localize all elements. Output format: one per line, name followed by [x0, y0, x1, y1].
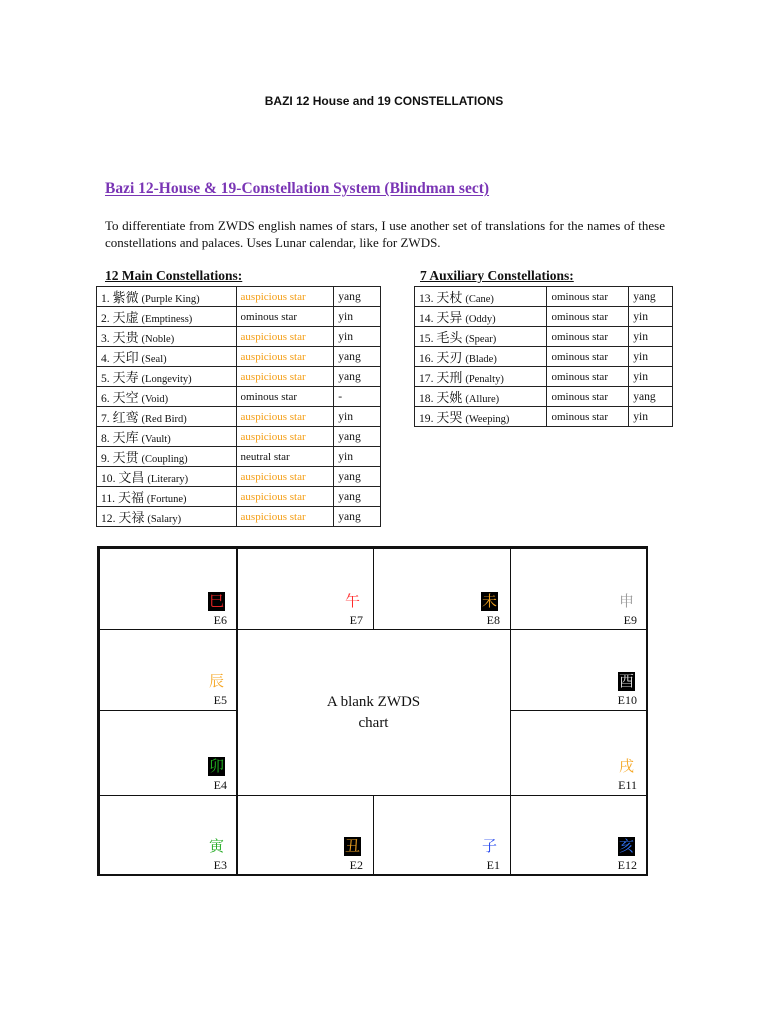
- constellation-name-cell: [97, 427, 237, 447]
- constellation-polarity: yin: [629, 407, 673, 427]
- constellation-number: 18.: [419, 392, 434, 405]
- constellation-row: [97, 307, 381, 327]
- constellation-name-cell: [97, 347, 237, 367]
- constellation-name-cell: [97, 487, 237, 507]
- constellation-polarity: yin: [334, 307, 381, 327]
- palace-code: E9: [623, 613, 637, 627]
- constellation-number: 19.: [419, 412, 434, 425]
- constellation-name-cell: [415, 367, 547, 387]
- constellation-number: 9.: [101, 452, 110, 465]
- center-label-line-1: A blank ZWDS: [326, 694, 421, 710]
- constellation-english-name: (Emptiness): [141, 314, 193, 325]
- constellation-polarity: yin: [334, 327, 381, 347]
- palace-code: E7: [349, 613, 363, 627]
- constellation-nature: auspicious star: [236, 467, 334, 487]
- constellation-number: 11.: [101, 492, 116, 505]
- constellation-nature: ominous star: [547, 287, 629, 307]
- constellation-name-cell: [97, 367, 237, 387]
- palace-code: E10: [617, 693, 637, 707]
- constellation-number: 13.: [419, 292, 434, 305]
- constellation-name-cell: [415, 307, 547, 327]
- constellation-chinese-name: 文昌: [118, 471, 145, 486]
- palace-branch-char: 酉: [618, 672, 634, 690]
- constellation-name-cell: [97, 467, 237, 487]
- constellation-row: [415, 387, 673, 407]
- palace-branch-char: 巳: [208, 592, 224, 610]
- constellation-english-name: (Penalty): [465, 374, 504, 385]
- constellation-chinese-name: 天贯: [112, 451, 139, 466]
- constellation-nature: ominous star: [547, 307, 629, 327]
- constellation-chinese-name: 天姚: [436, 391, 463, 406]
- constellation-row: [97, 447, 381, 467]
- constellation-chinese-name: 天禄: [118, 511, 145, 526]
- intro-paragraph: To differentiate from ZWDS english names of stars, I use another set of translations for the names of these constellations and palaces. Uses Lunar calendar, like for ZWDS.: [105, 218, 665, 250]
- main-constellations-caption: 12 Main Constellations:: [105, 268, 243, 283]
- constellation-nature: ominous star: [547, 387, 629, 407]
- constellation-polarity: yang: [334, 467, 381, 487]
- center-label-line-2: chart: [358, 715, 389, 731]
- constellation-name-cell: [415, 327, 547, 347]
- main-constellations-table: [96, 286, 381, 527]
- constellation-polarity: yin: [629, 327, 673, 347]
- constellation-nature: ominous star: [547, 327, 629, 347]
- constellation-number: 1.: [101, 292, 110, 305]
- constellation-number: 7.: [101, 412, 110, 425]
- constellation-polarity: yin: [629, 367, 673, 387]
- constellation-english-name: (Coupling): [141, 454, 188, 465]
- constellation-row: [415, 287, 673, 307]
- palace-branch-char: 辰: [208, 672, 224, 690]
- constellation-name-cell: [415, 287, 547, 307]
- constellation-name-cell: [97, 507, 237, 527]
- constellation-chinese-name: 天库: [112, 431, 139, 446]
- constellation-number: 14.: [419, 312, 434, 325]
- constellation-name-cell: [97, 307, 237, 327]
- constellation-english-name: (Oddy): [465, 314, 496, 325]
- constellation-name-cell: [97, 327, 237, 347]
- constellation-nature: auspicious star: [236, 427, 334, 447]
- palace-code: E11: [618, 778, 637, 792]
- constellation-nature: ominous star: [547, 367, 629, 387]
- zwds-palace-11: [373, 795, 511, 876]
- constellation-chinese-name: 天刃: [436, 351, 463, 366]
- palace-branch-char: 未: [481, 592, 497, 610]
- constellation-chinese-name: 天空: [112, 391, 139, 406]
- constellation-english-name: (Red Bird): [141, 414, 187, 425]
- constellation-chinese-name: 天异: [436, 311, 463, 326]
- constellation-row: [97, 347, 381, 367]
- constellation-nature: auspicious star: [236, 347, 334, 367]
- palace-code: E5: [213, 693, 227, 707]
- constellation-row: [97, 507, 381, 527]
- constellation-row: [97, 327, 381, 347]
- constellation-name-cell: [415, 347, 547, 367]
- constellation-nature: ominous star: [236, 387, 334, 407]
- palace-code: E2: [349, 858, 363, 872]
- constellation-name-cell: [97, 387, 237, 407]
- constellation-english-name: (Allure): [465, 394, 500, 405]
- constellation-number: 5.: [101, 372, 110, 385]
- zwds-palace-6: [510, 629, 648, 711]
- constellation-nature: auspicious star: [236, 287, 334, 307]
- constellation-name-cell: [97, 447, 237, 467]
- palace-branch-char: 丑: [344, 837, 360, 855]
- constellation-row: [97, 287, 381, 307]
- constellation-number: 10.: [101, 472, 116, 485]
- constellation-english-name: (Cane): [465, 294, 494, 305]
- zwds-palace-1: [99, 548, 238, 630]
- constellation-nature: ominous star: [236, 307, 334, 327]
- constellation-number: 2.: [101, 312, 110, 325]
- constellation-number: 15.: [419, 332, 434, 345]
- constellation-chinese-name: 紫微: [112, 291, 139, 306]
- constellation-english-name: (Fortune): [146, 494, 187, 505]
- constellation-row: [415, 327, 673, 347]
- zwds-palace-3: [373, 548, 511, 630]
- constellation-nature: ominous star: [547, 407, 629, 427]
- constellation-polarity: yang: [629, 387, 673, 407]
- constellation-chinese-name: 毛头: [436, 331, 463, 346]
- constellation-chinese-name: 天刑: [436, 371, 463, 386]
- constellation-english-name: (Noble): [141, 334, 175, 345]
- constellation-english-name: (Longevity): [141, 374, 192, 385]
- palace-code: E12: [617, 858, 637, 872]
- palace-branch-char: 申: [618, 592, 634, 610]
- constellation-english-name: (Seal): [141, 354, 167, 365]
- constellation-english-name: (Purple King): [141, 294, 200, 305]
- constellation-polarity: yang: [334, 507, 381, 527]
- constellation-polarity: yin: [334, 447, 381, 467]
- page-title: BAZI 12 House and 19 CONSTELLATIONS: [264, 94, 504, 108]
- constellation-chinese-name: 天贵: [112, 331, 139, 346]
- zwds-palace-2: [236, 548, 374, 630]
- palace-branch-char: 戌: [618, 757, 634, 775]
- palace-code: E8: [486, 613, 500, 627]
- palace-branch-char: 午: [344, 592, 360, 610]
- constellation-row: [97, 407, 381, 427]
- constellation-number: 8.: [101, 432, 110, 445]
- constellation-number: 4.: [101, 352, 110, 365]
- constellation-row: [415, 307, 673, 327]
- constellation-row: [415, 347, 673, 367]
- constellation-row: [415, 367, 673, 387]
- constellation-english-name: (Weeping): [465, 414, 510, 425]
- constellation-chinese-name: 天杖: [436, 291, 463, 306]
- constellation-nature: auspicious star: [236, 407, 334, 427]
- constellation-name-cell: [415, 407, 547, 427]
- palace-branch-char: 子: [481, 837, 497, 855]
- palace-code: E3: [213, 858, 227, 872]
- constellation-chinese-name: 天寿: [112, 371, 139, 386]
- palace-code: E6: [213, 613, 227, 627]
- constellation-english-name: (Salary): [147, 514, 182, 525]
- auxiliary-constellations-caption: 7 Auxiliary Constellations:: [420, 268, 574, 283]
- constellation-polarity: yin: [629, 347, 673, 367]
- constellation-name-cell: [97, 287, 237, 307]
- zwds-palace-10: [236, 795, 374, 876]
- zwds-palace-12: [510, 795, 648, 876]
- constellation-row: [97, 467, 381, 487]
- constellation-row: [97, 387, 381, 407]
- section-heading: Bazi 12-House & 19-Constellation System (Blindman sect): [105, 180, 490, 197]
- auxiliary-constellations-table: [414, 286, 673, 427]
- constellation-english-name: (Void): [141, 394, 169, 405]
- constellation-row: [97, 367, 381, 387]
- constellation-name-cell: [415, 387, 547, 407]
- zwds-chart-center: [236, 629, 511, 796]
- constellation-english-name: (Vault): [141, 434, 171, 445]
- palace-branch-char: 寅: [208, 837, 224, 855]
- constellation-chinese-name: 天哭: [436, 411, 463, 426]
- constellation-number: 6.: [101, 392, 110, 405]
- constellation-polarity: yang: [334, 347, 381, 367]
- zwds-palace-8: [510, 710, 648, 796]
- zwds-palace-5: [99, 629, 238, 711]
- constellation-polarity: yang: [334, 287, 381, 307]
- constellation-polarity: yang: [334, 487, 381, 507]
- constellation-number: 16.: [419, 352, 434, 365]
- constellation-polarity: yin: [629, 307, 673, 327]
- constellation-nature: auspicious star: [236, 507, 334, 527]
- zwds-palace-9: [99, 795, 238, 876]
- constellation-nature: neutral star: [236, 447, 334, 467]
- palace-code: E1: [486, 858, 500, 872]
- constellation-number: 3.: [101, 332, 110, 345]
- constellation-row: [415, 407, 673, 427]
- constellation-number: 17.: [419, 372, 434, 385]
- constellation-polarity: yang: [334, 367, 381, 387]
- constellation-row: [97, 487, 381, 507]
- constellation-chinese-name: 天福: [117, 491, 144, 506]
- constellation-nature: auspicious star: [236, 367, 334, 387]
- constellation-polarity: yang: [334, 427, 381, 447]
- palace-branch-char: 亥: [618, 837, 634, 855]
- constellation-polarity: yin: [334, 407, 381, 427]
- constellation-english-name: (Blade): [465, 354, 497, 365]
- constellation-number: 12.: [101, 512, 116, 525]
- constellation-polarity: yang: [629, 287, 673, 307]
- zwds-palace-4: [510, 548, 648, 630]
- constellation-nature: auspicious star: [236, 327, 334, 347]
- zwds-chart: [97, 546, 648, 876]
- constellation-chinese-name: 红鸾: [112, 411, 139, 426]
- constellation-english-name: (Literary): [147, 474, 189, 485]
- constellation-row: [97, 427, 381, 447]
- constellation-english-name: (Spear): [465, 334, 497, 345]
- constellation-chinese-name: 天印: [112, 351, 139, 366]
- constellation-nature: ominous star: [547, 347, 629, 367]
- constellation-chinese-name: 天虚: [112, 311, 139, 326]
- zwds-palace-7: [99, 710, 238, 796]
- palace-code: E4: [213, 778, 227, 792]
- constellation-polarity: -: [334, 387, 381, 407]
- constellation-name-cell: [97, 407, 237, 427]
- palace-branch-char: 卯: [208, 757, 224, 775]
- constellation-nature: auspicious star: [236, 487, 334, 507]
